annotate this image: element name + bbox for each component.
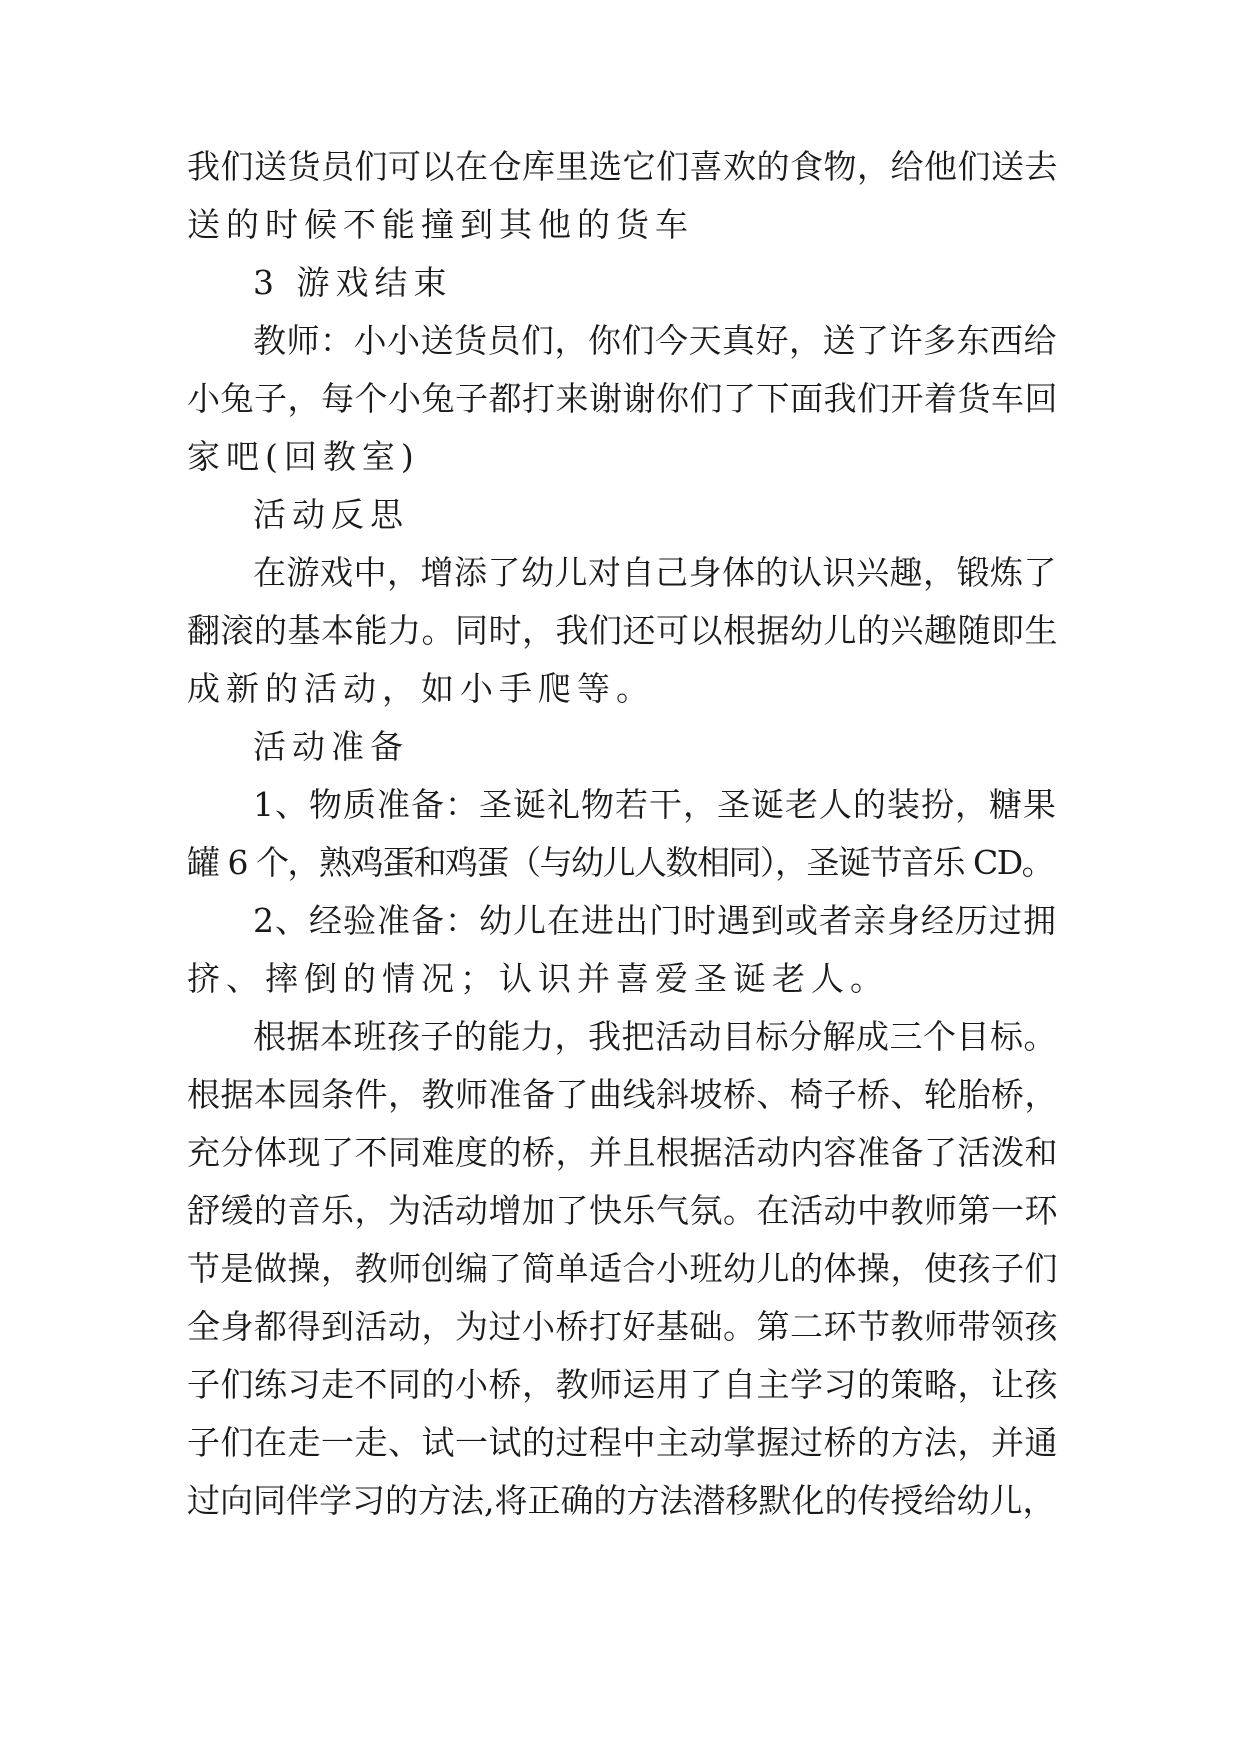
text-line: 节是做操，教师创编了简单适合小班幼儿的体操，使孩子们 (187, 1249, 1058, 1288)
section-heading: 3 游戏结束 (253, 263, 453, 302)
text-line: 挤、摔倒的情况；认识并喜爱圣诞老人。 (187, 959, 889, 998)
text-line: 子们在走一走、试一试的过程中主动掌握过桥的方法，并通 (187, 1423, 1058, 1462)
text-line: 家吧(回教室) (187, 437, 420, 476)
text-line: 翻滚的基本能力。同时，我们还可以根据幼儿的兴趣随即生 (187, 611, 1058, 650)
text-line: 送的时候不能撞到其他的货车 (187, 205, 694, 244)
text-line: 2、经验准备：幼儿在进出门时遇到或者亲身经历过拥 (253, 901, 1057, 940)
text-line: 子们练习走不同的小桥，教师运用了自主学习的策略，让孩 (187, 1365, 1058, 1404)
text-line: 小兔子，每个小兔子都打来谢谢你们了下面我们开着货车回 (187, 379, 1058, 418)
text-line: 成新的活动，如小手爬等。 (187, 669, 655, 708)
section-heading: 活动准备 (253, 727, 409, 766)
text-line: 过向同伴学习的方法,将正确的方法潜移默化的传授给幼儿， (187, 1481, 1056, 1520)
text-line: 1、物质准备：圣诞礼物若干，圣诞老人的装扮，糖果 (253, 785, 1057, 824)
text-line: 我们送货员们可以在仓库里选它们喜欢的食物，给他们送去 (187, 147, 1058, 186)
text-line: 全身都得到活动，为过小桥打好基础。第二环节教师带领孩 (187, 1307, 1058, 1346)
text-line: 在游戏中，增添了幼儿对自己身体的认识兴趣，锻炼了 (253, 553, 1057, 592)
section-heading: 活动反思 (253, 495, 409, 534)
text-line: 舒缓的音乐，为活动增加了快乐气氛。在活动中教师第一环 (187, 1191, 1058, 1230)
text-line: 根据本班孩子的能力，我把活动目标分解成三个目标。 (253, 1017, 1057, 1056)
text-line: 罐 6 个，熟鸡蛋和鸡蛋（与幼儿人数相同），圣诞节音乐 CD。 (187, 843, 1054, 882)
text-line: 充分体现了不同难度的桥，并且根据活动内容准备了活泼和 (187, 1133, 1058, 1172)
text-line: 教师：小小送货员们，你们今天真好，送了许多东西给 (253, 321, 1057, 360)
text-line: 根据本园条件，教师准备了曲线斜坡桥、椅子桥、轮胎桥， (187, 1075, 1058, 1114)
